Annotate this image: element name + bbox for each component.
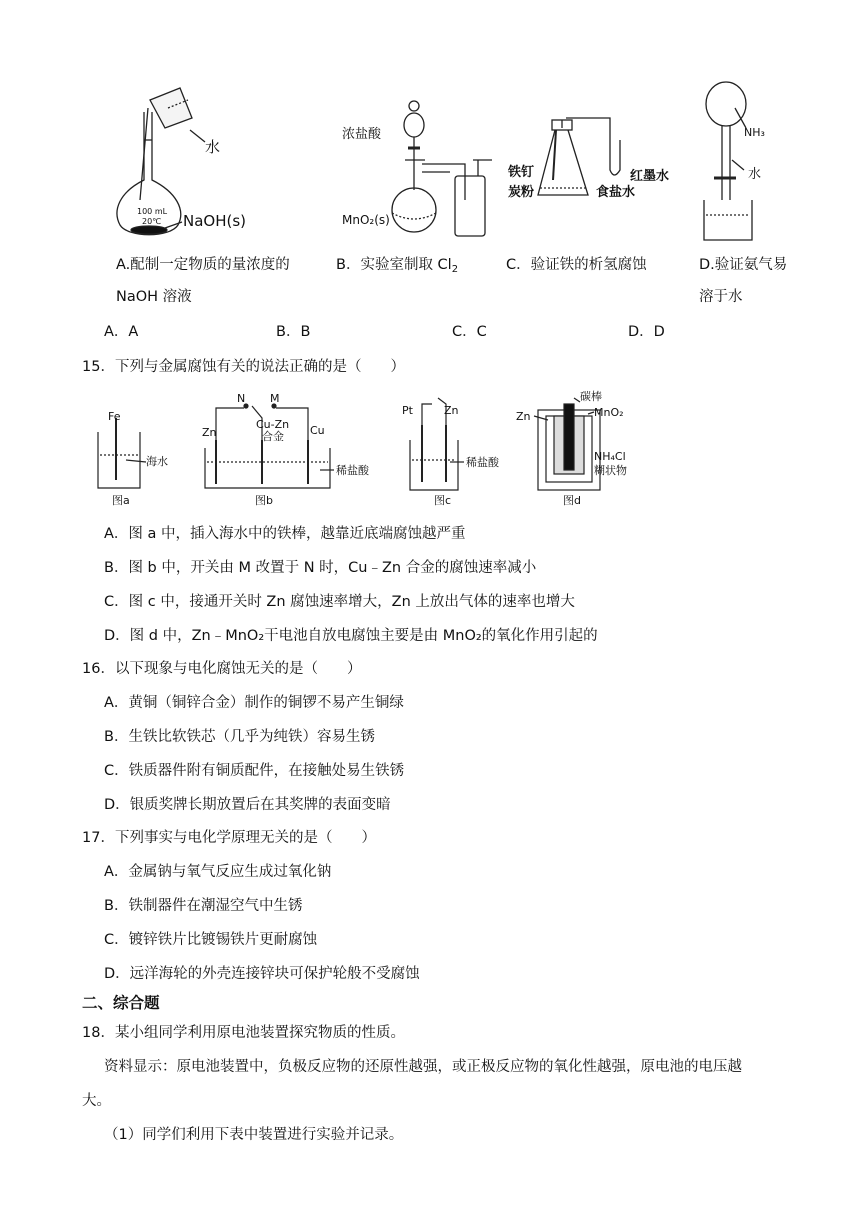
- option-16b[interactable]: B．生铁比软铁芯（几乎为纯铁）容易生锈: [104, 729, 375, 745]
- option-16c[interactable]: C．铁质器件附有铜质配件，在接触处易生铁锈: [104, 763, 405, 779]
- label-nh4cl: NH₄Cl: [594, 450, 626, 463]
- caption-fig-d: 图d: [563, 494, 581, 507]
- option-14c[interactable]: C．C: [452, 324, 487, 340]
- option-17a[interactable]: A．金属钠与氧气反应生成过氧化钠: [104, 864, 332, 880]
- section-heading: 二、综合题: [82, 994, 160, 1012]
- label-paste: 糊状物: [594, 464, 627, 477]
- label-naoh: NaOH(s): [183, 212, 247, 230]
- caption-fig-b: 图b: [255, 494, 273, 507]
- label-seawater: 海水: [146, 455, 168, 468]
- label-nail: 铁钉: [508, 165, 535, 180]
- sub-question-1: （1）同学们利用下表中装置进行实验并记录。: [104, 1127, 404, 1143]
- label-water-d: 水: [748, 167, 762, 182]
- caption-14a-line1: A.配制一定物质的量浓度的: [116, 257, 290, 273]
- label-dilute-hcl-c: 稀盐酸: [466, 456, 499, 469]
- caption-14d-line1: D.验证氨气易: [699, 257, 788, 273]
- label-water: 水: [205, 138, 221, 156]
- flask-temp-text: 20℃: [142, 217, 162, 226]
- question-17-stem: 17．下列事实与电化学原理无关的是（ ）: [82, 830, 376, 846]
- option-17b[interactable]: B．铁制器件在潮湿空气中生锈: [104, 898, 303, 914]
- option-15d[interactable]: D．图 d 中，Zn﹣MnO₂干电池自放电腐蚀主要是由 MnO₂的氧化作用引起的: [104, 628, 598, 644]
- label-fe: Fe: [108, 410, 121, 423]
- label-conc-hcl: 浓盐酸: [342, 127, 382, 142]
- option-15a[interactable]: A．图 a 中，插入海水中的铁棒，越靠近底端腐蚀越严重: [104, 526, 466, 542]
- caption-fig-c: 图c: [434, 494, 452, 507]
- option-16a[interactable]: A．黄铜（铜锌合金）制作的铜锣不易产生铜绿: [104, 695, 404, 711]
- option-14a[interactable]: A．A: [104, 324, 139, 340]
- caption-fig-a: 图a: [112, 494, 130, 507]
- label-red-ink: 红墨水: [630, 169, 670, 184]
- label-zn-c: Zn: [444, 404, 459, 417]
- label-zn-b: Zn: [202, 426, 217, 439]
- label-pt: Pt: [402, 404, 413, 417]
- option-15b[interactable]: B．图 b 中，开关由 M 改置于 N 时，Cu﹣Zn 合金的腐蚀速率减小: [104, 560, 537, 576]
- label-cu-zn: Cu-Zn: [256, 418, 290, 431]
- caption-14d-line2: 溶于水: [699, 289, 743, 305]
- info-line-1: 资料显示：原电池装置中，负极反应物的还原性越强，或正极反应物的氧化性越强，原电池的电压越: [104, 1059, 742, 1075]
- option-14b[interactable]: B．B: [276, 324, 311, 340]
- question-18-stem: 18．某小组同学利用原电池装置探究物质的性质。: [82, 1025, 405, 1041]
- option-17c[interactable]: C．镀锌铁片比镀锡铁片更耐腐蚀: [104, 932, 318, 948]
- caption-14c: C．验证铁的析氢腐蚀: [506, 257, 647, 273]
- label-n: N: [237, 392, 246, 405]
- option-17d[interactable]: D．远洋海轮的外壳连接锌块可保护轮般不受腐蚀: [104, 966, 420, 982]
- question-16-stem: 16．以下现象与电化腐蚀无关的是（ ）: [82, 661, 362, 677]
- option-16d[interactable]: D．银质奖牌长期放置后在其奖牌的表面变暗: [104, 797, 391, 813]
- option-15c[interactable]: C．图 c 中，接通开关时 Zn 腐蚀速率增大，Zn 上放出气体的速率也增大: [104, 594, 575, 610]
- info-line-2: 大。: [82, 1093, 111, 1109]
- label-mno2-d: MnO₂: [594, 406, 624, 419]
- question-15-stem: 15．下列与金属腐蚀有关的说法正确的是（ ）: [82, 359, 405, 375]
- label-dilute-hcl-b: 稀盐酸: [336, 464, 369, 477]
- label-m: M: [270, 392, 280, 405]
- label-alloy: 合金: [262, 430, 284, 443]
- label-carbon: 炭粉: [508, 185, 535, 200]
- option-14d[interactable]: D．D: [628, 324, 665, 340]
- caption-14a-line2: NaOH 溶液: [116, 289, 192, 305]
- label-cu: Cu: [310, 424, 325, 437]
- flask-volume-text: 100 mL: [137, 207, 168, 216]
- label-zn-d: Zn: [516, 410, 531, 423]
- label-salt-water: 食盐水: [596, 185, 636, 200]
- label-carbon-rod: 碳棒: [580, 390, 602, 403]
- label-mno2: MnO₂(s): [342, 213, 390, 227]
- label-nh3: NH₃: [744, 126, 765, 139]
- caption-14b: B．实验室制取 $Cl_2$: [336, 257, 459, 275]
